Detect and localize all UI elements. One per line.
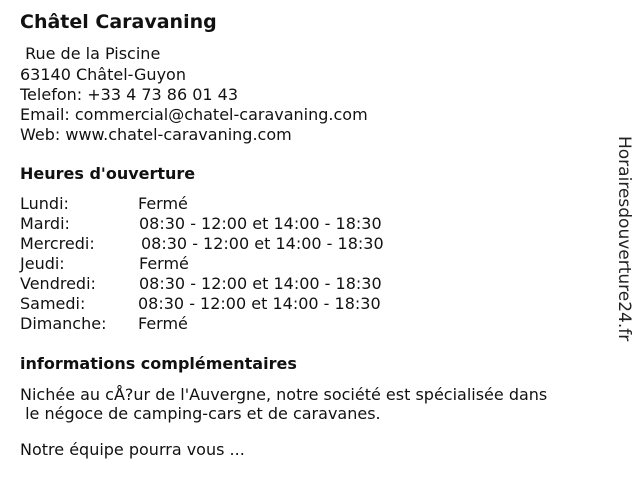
day-label: Vendredi: [20,274,96,293]
hours-row-saturday [20,294,440,314]
day-hours: Fermé [139,254,189,273]
hours-row-tuesday [20,214,440,234]
hours-row-thursday [20,254,440,274]
site-watermark: Horairesdouverture24.fr [614,136,634,342]
description-line-1: Nichée au cÅ?ur de l'Auvergne, notre société est spécialisée dans [20,385,548,404]
day-label: Jeudi: [20,254,65,273]
phone-line: Telefon: +33 4 73 86 01 43 [20,85,239,104]
address-city: 63140 Châtel-Guyon [20,65,186,84]
hours-heading: Heures d'ouverture [20,164,196,183]
day-label: Lundi: [20,194,69,213]
hours-row-friday [20,274,440,294]
day-label: Dimanche: [20,314,107,333]
hours-row-wednesday [20,234,440,254]
day-label: Samedi: [20,294,86,313]
day-hours: 08:30 - 12:00 et 14:00 - 18:30 [141,234,384,253]
day-hours: 08:30 - 12:00 et 14:00 - 18:30 [139,214,382,233]
day-hours: Fermé [138,194,188,213]
email-line: Email: commercial@chatel-caravaning.com [20,105,368,124]
web-line: Web: www.chatel-caravaning.com [20,125,292,144]
description-teaser: Notre équipe pourra vous ... [20,440,245,459]
info-heading: informations complémentaires [20,354,297,373]
day-hours: 08:30 - 12:00 et 14:00 - 18:30 [139,274,382,293]
hours-row-monday [20,194,440,214]
address-street: Rue de la Piscine [20,44,161,63]
description-line-2: le négoce de camping-cars et de caravanes. [20,404,381,423]
day-label: Mercredi: [20,234,95,253]
day-label: Mardi: [20,214,70,233]
day-hours: Fermé [138,314,188,333]
business-name: Châtel Caravaning [20,11,217,33]
hours-row-sunday [20,314,440,334]
day-hours: 08:30 - 12:00 et 14:00 - 18:30 [138,294,381,313]
